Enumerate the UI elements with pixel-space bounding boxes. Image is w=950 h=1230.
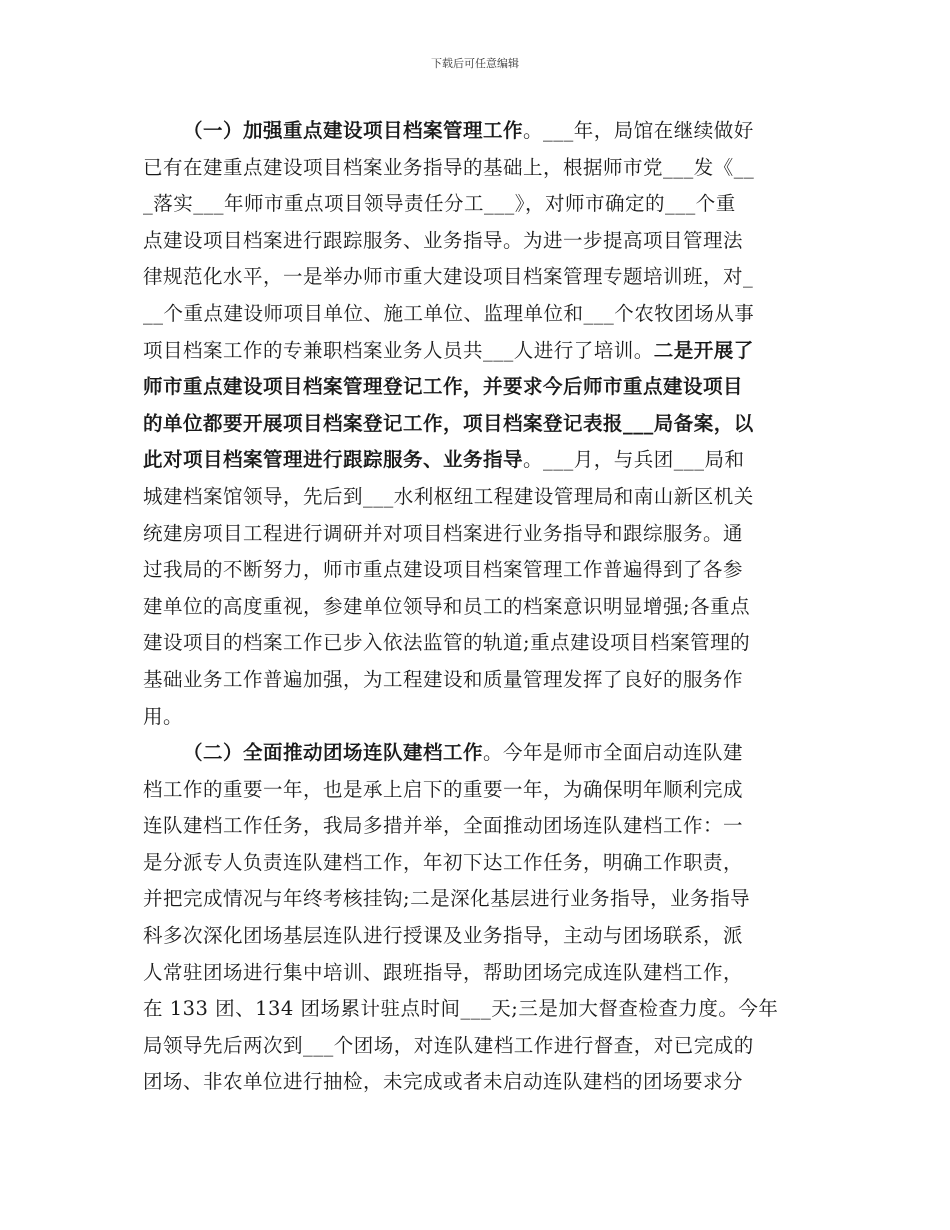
bold-text: 此对项目档案管理进行跟踪服务、业务指导 — [143, 448, 524, 472]
page-header: 下载后可任意编辑 — [431, 57, 519, 70]
text-line — [143, 369, 813, 406]
body-text: 档工作的重要一年，也是承上启下的重要一年，为确保明年顺利完成 — [143, 777, 744, 801]
bold-text: 二是开展了 — [653, 338, 754, 362]
text-line — [143, 296, 813, 333]
body-text: 在 133 团、134 团场累计驻点时间___天;三是加大督查检查力度。今年 — [143, 997, 779, 1021]
paragraph — [143, 113, 813, 735]
text-line — [143, 699, 813, 736]
body-text: 用。 — [143, 704, 184, 728]
text-line — [143, 845, 813, 882]
body-text: __个重点建设师项目单位、施工单位、监理单位和___个农牧团场从事 — [143, 301, 755, 325]
text-line — [143, 808, 813, 845]
body-text: 点建设项目档案进行跟踪服务、业务指导。为进一步提高项目管理法 — [143, 228, 744, 252]
document-body — [143, 113, 813, 1101]
text-line — [143, 516, 813, 553]
text-line — [143, 113, 813, 150]
text-line — [143, 1064, 813, 1101]
body-text: 基础业务工作普遍加强，为工程建设和质量管理发挥了良好的服务作 — [143, 667, 744, 691]
body-text: 。今年是师市全面启动连队建 — [483, 741, 744, 765]
body-text: 。___月，与兵团___局和 — [523, 448, 745, 472]
bold-text: 的单位都要开展项目档案登记工作，项目档案登记表报___局备案，以 — [143, 411, 754, 435]
body-text: 连队建档工作任务，我局多措并举，全面推动团场连队建档工作：一 — [143, 814, 744, 838]
text-line — [143, 918, 813, 955]
text-line — [143, 955, 813, 992]
text-line — [143, 1028, 813, 1065]
body-text: 人常驻团场进行集中培训、跟班指导，帮助团场完成连队建档工作， — [143, 960, 744, 984]
body-text: 项目档案工作的专兼职档案业务人员共___人进行了培训。 — [143, 338, 654, 362]
text-line — [143, 333, 813, 370]
text-line — [143, 259, 813, 296]
text-line — [143, 442, 813, 479]
text-line — [143, 150, 813, 187]
text-line — [143, 625, 813, 662]
text-line — [143, 186, 813, 223]
text-line — [143, 735, 813, 772]
body-text: 城建档案馆领导，先后到___水利枢纽工程建设管理局和南山新区机关 — [143, 484, 754, 508]
bold-text: 师市重点建设项目档案管理登记工作，并要求今后师市重点建设项目 — [143, 375, 744, 399]
body-text: 是分派专人负责连队建档工作，年初下达工作任务，明确工作职责， — [143, 850, 744, 874]
text-line — [143, 881, 813, 918]
body-text: 并把完成情况与年终考核挂钩;二是深化基层进行业务指导，业务指导 — [143, 887, 751, 911]
paragraph — [143, 735, 813, 1101]
body-text: 科多次深化团场基层连队进行授课及业务指导，主动与团场联系，派 — [143, 924, 744, 948]
body-text: 建设项目的档案工作已步入依法监管的轨道;重点建设项目档案管理的 — [143, 631, 751, 655]
body-text: 已有在建重点建设项目档案业务指导的基础上，根据师市党___发《__ — [143, 155, 755, 179]
body-text: 律规范化水平，一是举办师市重大建设项目档案管理专题培训班，对_ — [143, 265, 754, 289]
body-text: 建单位的高度重视，参建单位领导和员工的档案意识明显增强;各重点 — [143, 594, 751, 618]
text-line — [143, 991, 813, 1028]
bold-text: （二）全面推动团场连队建档工作 — [183, 741, 484, 765]
text-line — [143, 479, 813, 516]
text-line — [143, 589, 813, 626]
body-text: 团场、非农单位进行抽检，未完成或者未启动连队建档的团场要求分 — [143, 1070, 744, 1094]
text-line — [143, 662, 813, 699]
body-text: 。___年，局馆在继续做好 — [523, 119, 754, 142]
body-text: 统建房项目工程进行调研并对项目档案进行业务指导和跟综服务。通 — [143, 521, 744, 545]
body-text: _落实___年师市重点项目领导责任分工___》，对师市确定的___个重 — [143, 192, 736, 216]
body-text: 局领导先后两次到___个团场，对连队建档工作进行督查，对已完成的 — [143, 1033, 754, 1057]
text-line — [143, 552, 813, 589]
bold-text: （一）加强重点建设项目档案管理工作 — [183, 119, 524, 142]
text-line — [143, 223, 813, 260]
body-text: 过我局的不断努力，师市重点建设项目档案管理工作普遍得到了各参 — [143, 558, 744, 582]
text-line — [143, 772, 813, 809]
text-line — [143, 406, 813, 443]
